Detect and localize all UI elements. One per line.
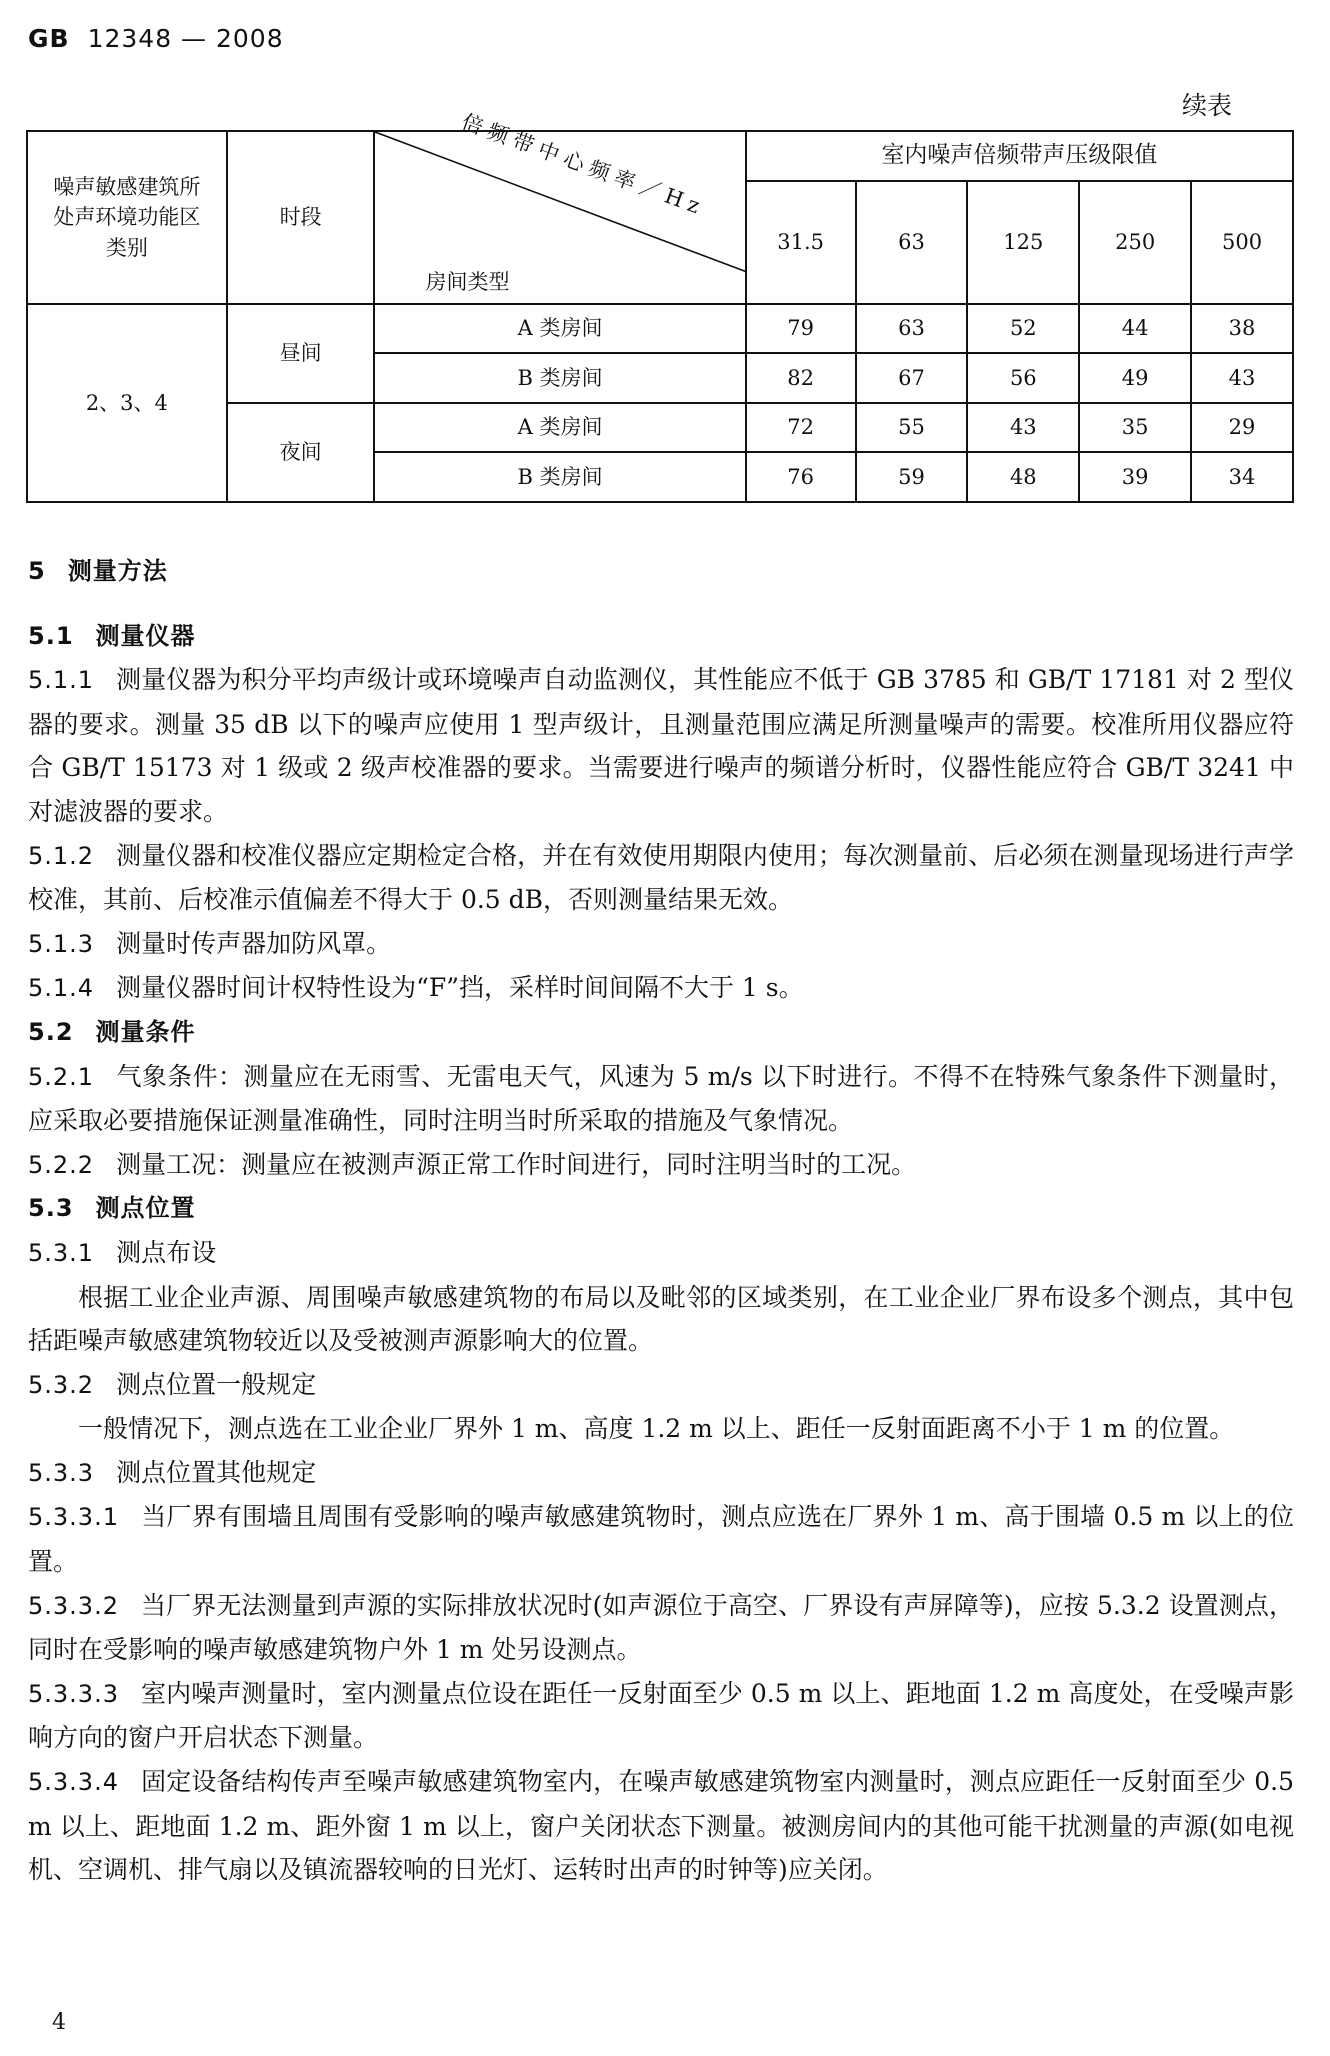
room-type: A 类房间 — [374, 403, 745, 452]
header-diagonal-cell — [374, 109, 745, 304]
standard-code: 12348 — 2008 — [87, 24, 284, 53]
clause-5-3-2-heading: 5.3.2 测点位置一般规定 — [28, 1369, 317, 1399]
clause-5-2-1: 5.2.1 气象条件：测量应在无雨雪、无雷电天气，风速为 5 m/s 以下时进行。不得不在特殊气象条件下测量时，应采取必要措施保证测量准确性，同时注明当时所采取的措施及气象情况。 — [28, 1061, 1294, 1136]
cell-value: 43 — [1191, 353, 1293, 403]
cell-value: 67 — [856, 353, 968, 403]
cell-value: 52 — [967, 304, 1079, 353]
diagonal-freq-label: 倍频带中心频率／Hz — [458, 109, 709, 221]
diagonal-room-label: 房间类型 — [425, 270, 510, 294]
standard-prefix: GB — [28, 24, 70, 53]
noise-limit-table — [26, 109, 1294, 503]
clause-5-2-2: 5.2.2 测量工况：测量应在被测声源正常工作时间进行，同时注明当时的工况。 — [28, 1149, 917, 1179]
freq-125: 125 — [967, 181, 1079, 304]
document-body — [28, 550, 1294, 1892]
continued-label: 续表 — [1181, 91, 1232, 120]
clause-5-3-3-2: 5.3.3.2 当厂界无法测量到声源的实际排放状况时(如声源位于高空、厂界设有声屏障等)，应按 5.3.2 设置测点，同时在受影响的噪声敏感建筑物户外 1 m 处另设测点。 — [28, 1590, 1294, 1665]
cell-value: 44 — [1079, 304, 1191, 353]
table-row — [27, 304, 1293, 353]
period-day: 昼间 — [227, 304, 375, 403]
cell-value: 79 — [746, 304, 856, 353]
section-5-1-heading: 5.1 测量仪器 — [28, 621, 196, 650]
clause-5-3-1-heading: 5.3.1 测点布设 — [28, 1237, 217, 1267]
cell-value: 34 — [1191, 452, 1293, 502]
cell-value: 72 — [746, 403, 856, 452]
cell-value: 55 — [856, 403, 968, 452]
cell-value: 63 — [856, 304, 968, 353]
cell-value: 29 — [1191, 403, 1293, 452]
cell-value: 38 — [1191, 304, 1293, 353]
clause-5-3-3-4: 5.3.3.4 固定设备结构传声至噪声敏感建筑物室内，在噪声敏感建筑物室内测量时，测点应距任一反射面至少 0.5 m 以上、距地面 1.2 m、距外窗 1 m 以上，窗户关闭状态下测量。被测房间内的其他可能干扰测量的声源(如电视机、空调机、排气扇以及镇流器较响的日光灯、运转时出声的时钟等)应关闭。 — [28, 1767, 1294, 1885]
freq-250: 250 — [1079, 181, 1191, 304]
page-number: 4 — [52, 2010, 66, 2035]
freq-63: 63 — [856, 181, 968, 304]
clause-5-3-1-text: 根据工业企业声源、周围噪声敏感建筑物的布局以及毗邻的区域类别，在工业企业厂界布设多个测点，其中包括距噪声敏感建筑物较近以及受被测声源影响大的位置。 — [28, 1282, 1294, 1356]
freq-500: 500 — [1191, 181, 1293, 304]
clause-5-1-1: 5.1.1 测量仪器为积分平均声级计或环境噪声自动监测仪，其性能应不低于 GB 3785 和 GB/T 17181 对 2 型仪器的要求。测量 35 dB 以下的噪声应使用 1 型声级计，且测量范围应满足所测量噪声的需要。校准所用仪器应符合 GB/T 15173 对 1 级或 2 级声校准器的要求。当需要进行噪声的频谱分析时，仪器性能应符合 GB/T 3241 中对滤波器的要求。 — [28, 665, 1294, 826]
cell-value: 49 — [1079, 353, 1191, 403]
room-type: B 类房间 — [374, 353, 745, 403]
header-period: 时段 — [227, 131, 375, 304]
clause-5-3-3-heading: 5.3.3 测点位置其他规定 — [28, 1457, 317, 1487]
header-area-category: 噪声敏感建筑所处声环境功能区类别 — [27, 131, 227, 304]
section-5-heading: 5 测量方法 — [28, 557, 168, 585]
cell-value: 48 — [967, 452, 1079, 502]
room-type: A 类房间 — [374, 304, 745, 353]
cell-value: 82 — [746, 353, 856, 403]
cell-value: 43 — [967, 403, 1079, 452]
clause-5-3-2-text: 一般情况下，测点选在工业企业厂界外 1 m、高度 1.2 m 以上、距任一反射面距离不小于 1 m 的位置。 — [78, 1414, 1235, 1444]
section-5-3-heading: 5.3 测点位置 — [28, 1194, 196, 1223]
clause-5-1-4: 5.1.4 测量仪器时间计权特性设为“F”挡，采样时间间隔不大于 1 s。 — [28, 973, 804, 1003]
area-value: 2、3、4 — [27, 304, 227, 502]
cell-value: 39 — [1079, 452, 1191, 502]
cell-value: 76 — [746, 452, 856, 502]
room-type: B 类房间 — [374, 452, 745, 502]
cell-value: 56 — [967, 353, 1079, 403]
cell-value: 59 — [856, 452, 968, 502]
clause-5-1-3: 5.1.3 测量时传声器加防风罩。 — [28, 928, 392, 958]
freq-31-5: 31.5 — [746, 181, 856, 304]
header-limit-group: 室内噪声倍频带声压级限值 — [746, 131, 1293, 181]
section-5-2-heading: 5.2 测量条件 — [28, 1017, 196, 1046]
clause-5-3-3-3: 5.3.3.3 室内噪声测量时，室内测量点位设在距任一反射面至少 0.5 m 以上、距地面 1.2 m 高度处，在受噪声影响方向的窗户开启状态下测量。 — [28, 1678, 1294, 1753]
clause-5-1-2: 5.1.2 测量仪器和校准仪器应定期检定合格，并在有效使用期限内使用；每次测量前、后必须在测量现场进行声学校准，其前、后校准示值偏差不得大于 0.5 dB，否则测量结果无效。 — [28, 840, 1294, 915]
page-header — [28, 24, 284, 53]
period-night: 夜间 — [227, 403, 375, 502]
cell-value: 35 — [1079, 403, 1191, 452]
clause-5-3-3-1: 5.3.3.1 当厂界有围墙且周围有受影响的噪声敏感建筑物时，测点应选在厂界外 1 m、高于围墙 0.5 m 以上的位置。 — [28, 1502, 1294, 1577]
